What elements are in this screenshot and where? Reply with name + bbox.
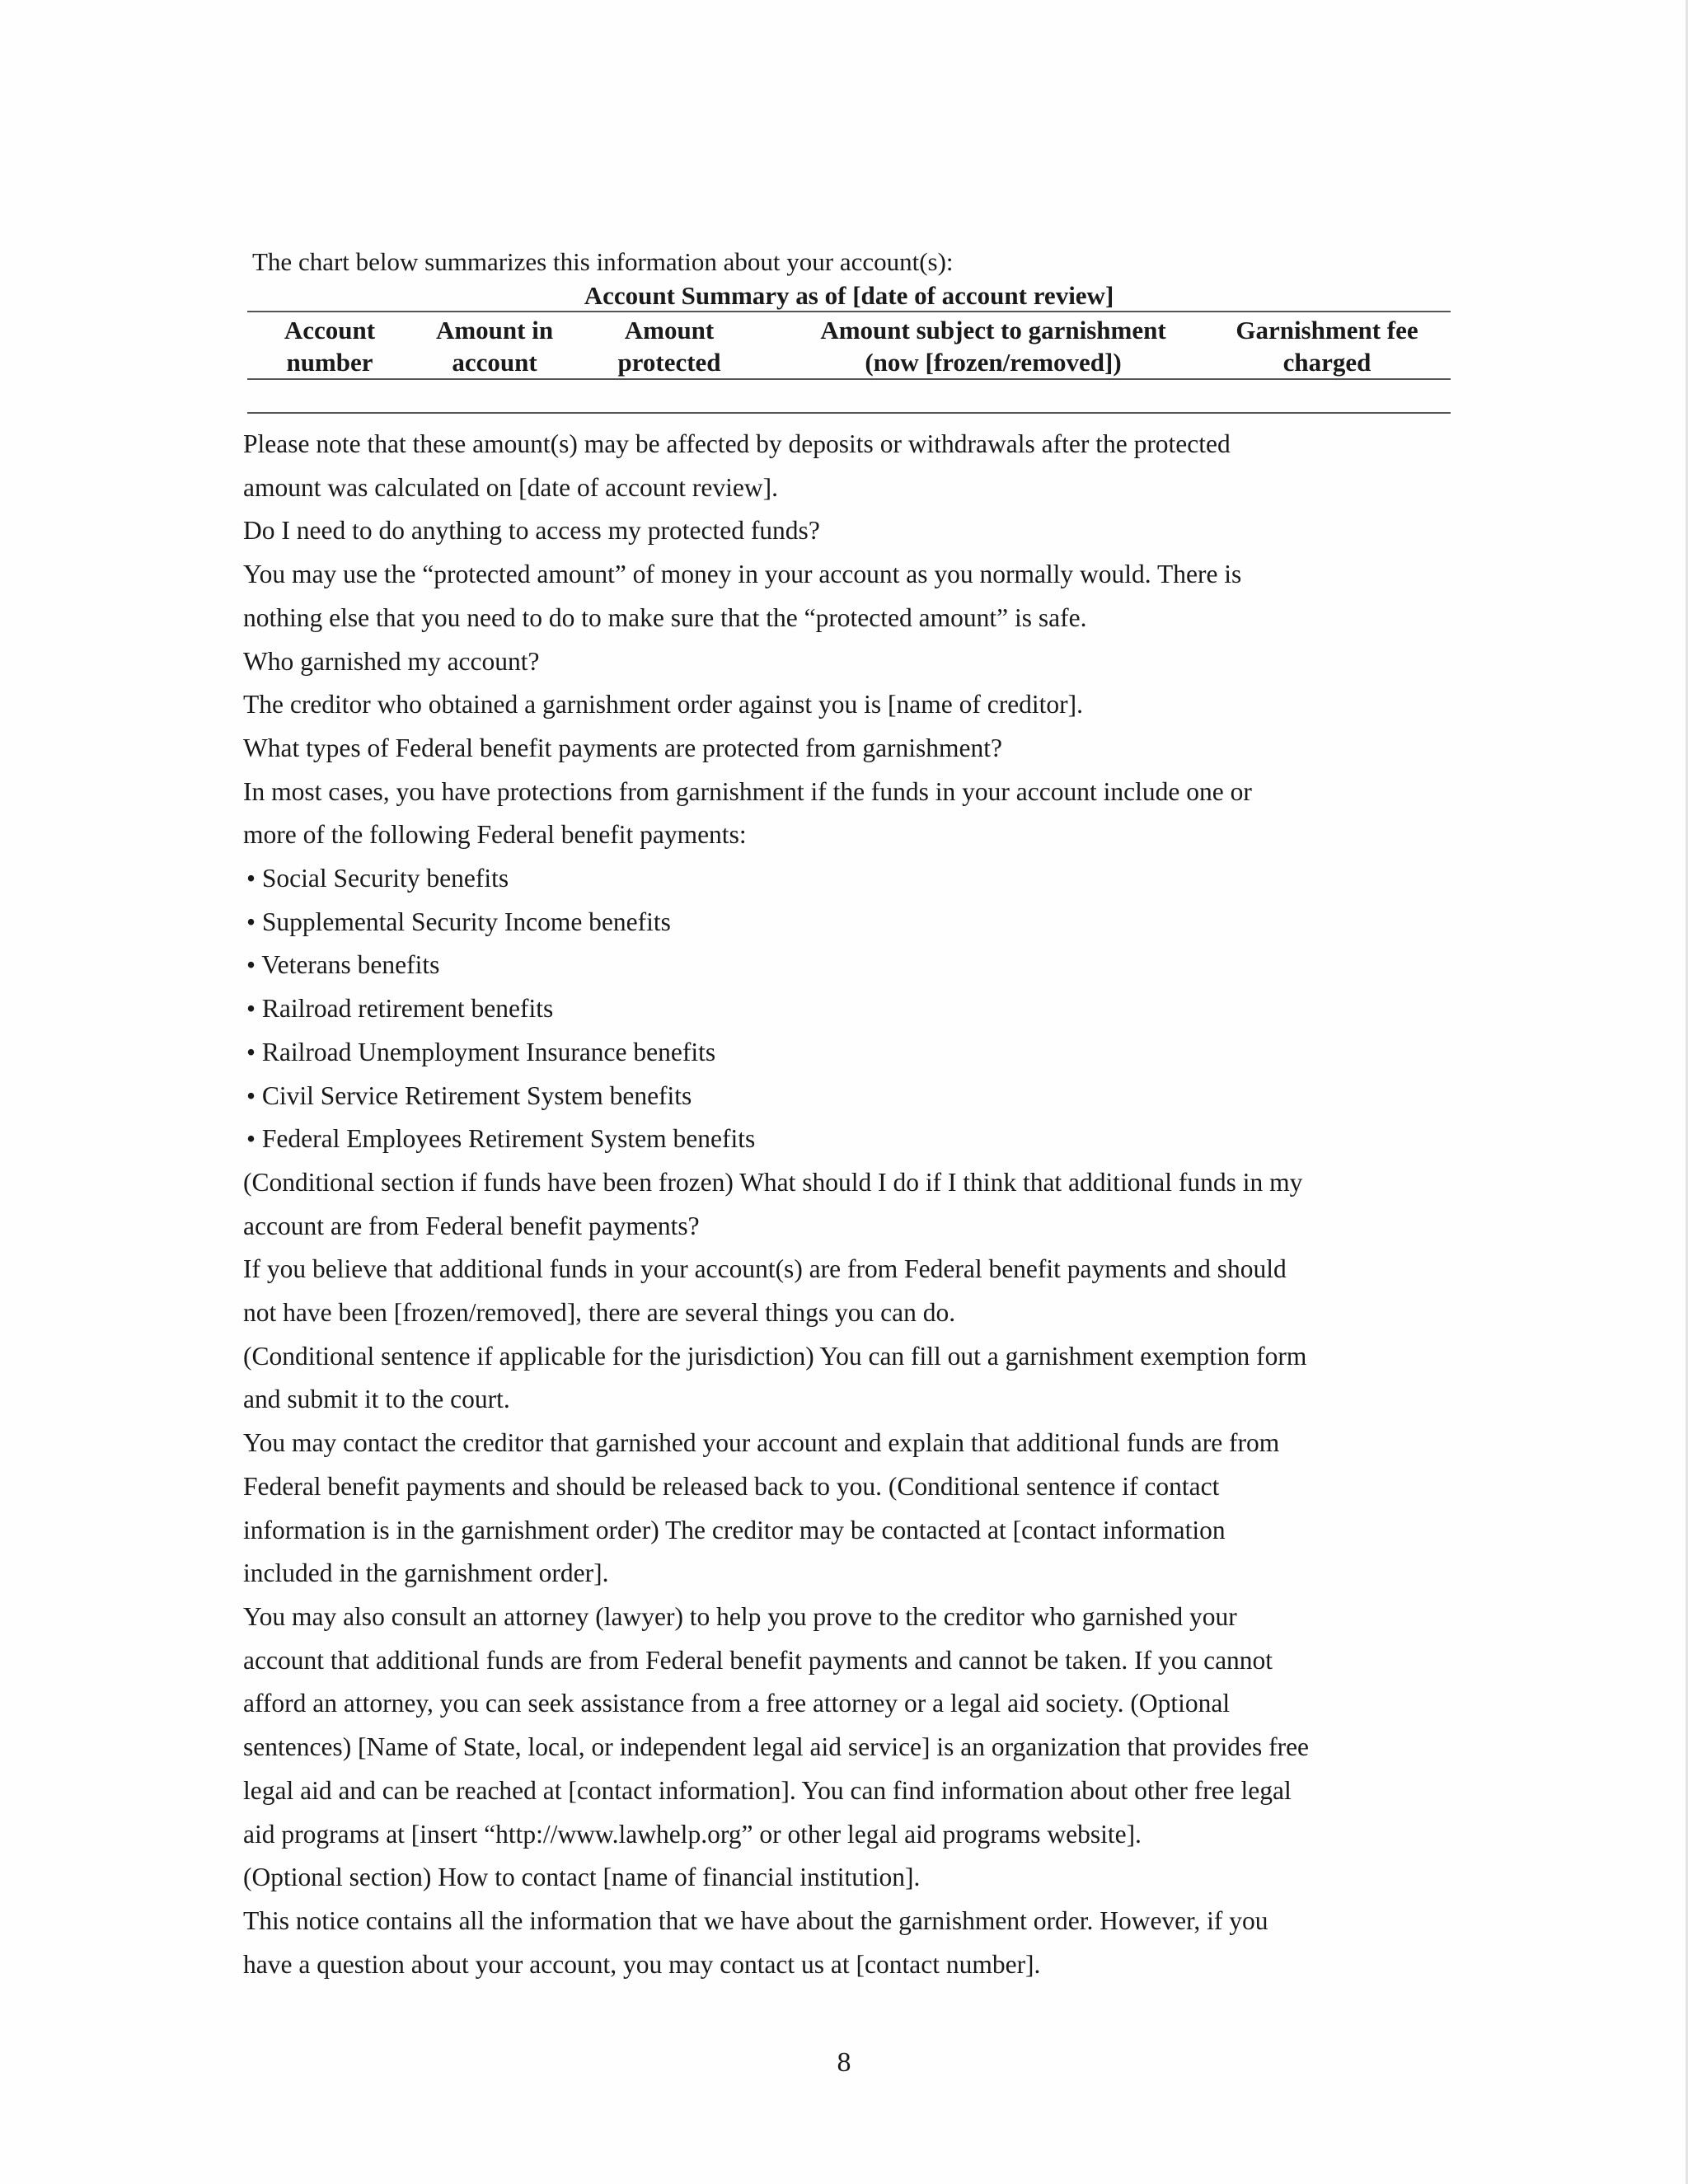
body-line: If you believe that additional funds in your account(s) are from Federal benefit payments and should bbox=[243, 1254, 1287, 1284]
column-header-garnishment-fee-charged bbox=[1203, 314, 1451, 378]
account-summary-caption: Account Summary as of [date of account review] bbox=[584, 281, 1114, 310]
question-heading: Do I need to do anything to access my protected funds? bbox=[243, 516, 820, 546]
benefit-list-item: • Supplemental Security Income benefits bbox=[246, 907, 671, 936]
benefit-list-item: • Railroad Unemployment Insurance benefits bbox=[246, 1037, 716, 1066]
table-bottom-rule bbox=[247, 412, 1451, 414]
column-header-amount-subject-to-garnishment bbox=[767, 314, 1220, 378]
benefit-list-item: • Federal Employees Retirement System benefits bbox=[246, 1124, 756, 1154]
question-heading: (Conditional section if funds have been frozen) What should I do if I think that additional funds in my bbox=[243, 1167, 1303, 1197]
body-line: nothing else that you need to do to make sure that the “protected amount” is safe. bbox=[243, 602, 1087, 632]
body-line: Federal benefit payments and should be released back to you. (Conditional sentence if contact bbox=[243, 1471, 1220, 1501]
column-header-line: (now [frozen/removed]) bbox=[865, 348, 1122, 377]
body-line: afford an attorney, you can seek assistance from a free attorney or a legal aid society. (Optional bbox=[243, 1689, 1231, 1718]
body-line: amount was calculated on [date of account review]. bbox=[243, 472, 778, 502]
body-line: sentences) [Name of State, local, or independent legal aid service] is an organization that provides free bbox=[243, 1732, 1310, 1762]
body-line: The creditor who obtained a garnishment order against you is [name of creditor]. bbox=[243, 690, 1084, 719]
benefit-list-item: • Railroad retirement benefits bbox=[246, 994, 554, 1024]
column-header-line: charged bbox=[1282, 348, 1372, 377]
table-header-rule bbox=[247, 378, 1451, 380]
body-line: not have been [frozen/removed], there are several things you can do. bbox=[243, 1298, 956, 1328]
body-line: aid programs at [insert “http://www.lawhelp.org” or other legal aid programs website]. bbox=[243, 1819, 1142, 1849]
body-line: You may use the “protected amount” of money in your account as you normally would. There is bbox=[243, 560, 1242, 589]
column-header-line: Amount in bbox=[435, 316, 554, 344]
column-header-amount-protected bbox=[587, 314, 752, 378]
column-header-line: protected bbox=[617, 348, 721, 377]
body-line: Please note that these amount(s) may be affected by deposits or withdrawals after the protected bbox=[243, 429, 1231, 458]
intro-sentence: The chart below summarizes this information about your account(s): bbox=[252, 247, 954, 276]
column-header-line: account bbox=[452, 348, 537, 377]
column-header-line: Amount subject to garnishment bbox=[820, 316, 1166, 344]
question-heading: Who garnished my account? bbox=[243, 646, 540, 676]
notice-body bbox=[243, 423, 1455, 1986]
body-line: legal aid and can be reached at [contact information]. You can find information about other free legal bbox=[243, 1775, 1292, 1805]
body-line: account are from Federal benefit payments? bbox=[243, 1211, 700, 1240]
page-number: 8 bbox=[837, 2047, 851, 2078]
body-line: (Optional section) How to contact [name of financial institution]. bbox=[243, 1863, 921, 1892]
column-header-line: Account bbox=[284, 316, 376, 344]
column-header-account-number bbox=[247, 314, 412, 378]
question-heading: What types of Federal benefit payments are protected from garnishment? bbox=[243, 733, 1003, 762]
column-header-amount-in-account bbox=[412, 314, 577, 378]
body-line: This notice contains all the information that we have about the garnishment order. However, if you bbox=[243, 1905, 1268, 1935]
body-line: more of the following Federal benefit payments: bbox=[243, 820, 747, 850]
body-line: In most cases, you have protections from garnishment if the funds in your account include one or bbox=[243, 776, 1252, 806]
body-line: and submit it to the court. bbox=[243, 1385, 510, 1414]
body-line: You may contact the creditor that garnished your account and explain that additional funds are from bbox=[243, 1428, 1280, 1458]
body-line: account that additional funds are from Federal benefit payments and cannot be taken. If you cannot bbox=[243, 1645, 1273, 1675]
body-line: (Conditional sentence if applicable for the jurisdiction) You can fill out a garnishment exemption form bbox=[243, 1341, 1307, 1371]
benefit-list-item: • Veterans benefits bbox=[246, 950, 440, 980]
benefit-list-item: • Social Security benefits bbox=[246, 864, 509, 893]
body-line: You may also consult an attorney (lawyer) to help you prove to the creditor who garnished your bbox=[243, 1601, 1237, 1631]
benefit-list-item: • Civil Service Retirement System benefits bbox=[246, 1080, 692, 1110]
column-header-line: number bbox=[286, 348, 373, 377]
column-header-line: Garnishment fee bbox=[1236, 316, 1418, 344]
table-top-rule bbox=[247, 311, 1451, 312]
column-header-line: Amount bbox=[624, 316, 715, 344]
body-line: have a question about your account, you may contact us at [contact number]. bbox=[243, 1949, 1041, 1979]
body-line: information is in the garnishment order) The creditor may be contacted at [contact information bbox=[243, 1515, 1226, 1544]
body-line: included in the garnishment order]. bbox=[243, 1558, 609, 1588]
